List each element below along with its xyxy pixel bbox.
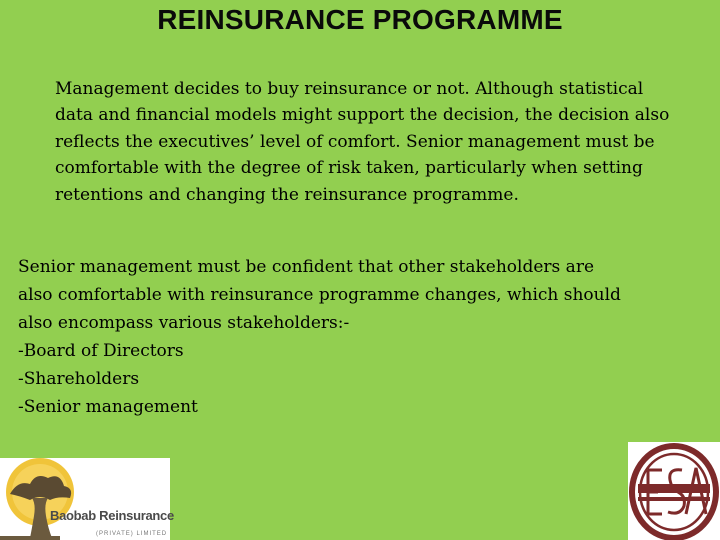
stakeholders-line-3: also encompass various stakeholders:- <box>18 313 350 333</box>
esa-emblem-icon <box>628 442 720 540</box>
baobab-tree-icon <box>0 458 170 540</box>
stakeholder-item-board: -Board of Directors <box>18 341 184 361</box>
logo-tagline: (PRIVATE) LIMITED <box>96 531 168 537</box>
slide-title: REINSURANCE PROGRAMME <box>157 4 563 35</box>
stakeholders-paragraph <box>18 253 658 421</box>
stakeholders-line-2: also comfortable with reinsurance programme changes, which should <box>18 285 621 305</box>
stakeholders-line-1: Senior management must be confident that other stakeholders are <box>18 257 594 277</box>
esa-logo <box>628 442 720 540</box>
management-paragraph: Management decides to buy reinsurance or not. Although statistical data and financial models might support the decision, the decision also reflects the executives’ level of comfort. Senior management must be comfortable with the degree of risk taken, particularly when setting retentions and changing the reinsurance programme. <box>55 79 670 205</box>
logo-brand-name: Baobab Reinsurance <box>50 508 174 523</box>
stakeholder-item-senior-management: -Senior management <box>18 397 198 417</box>
baobab-reinsurance-logo <box>0 458 174 540</box>
stakeholder-item-shareholders: -Shareholders <box>18 369 140 389</box>
